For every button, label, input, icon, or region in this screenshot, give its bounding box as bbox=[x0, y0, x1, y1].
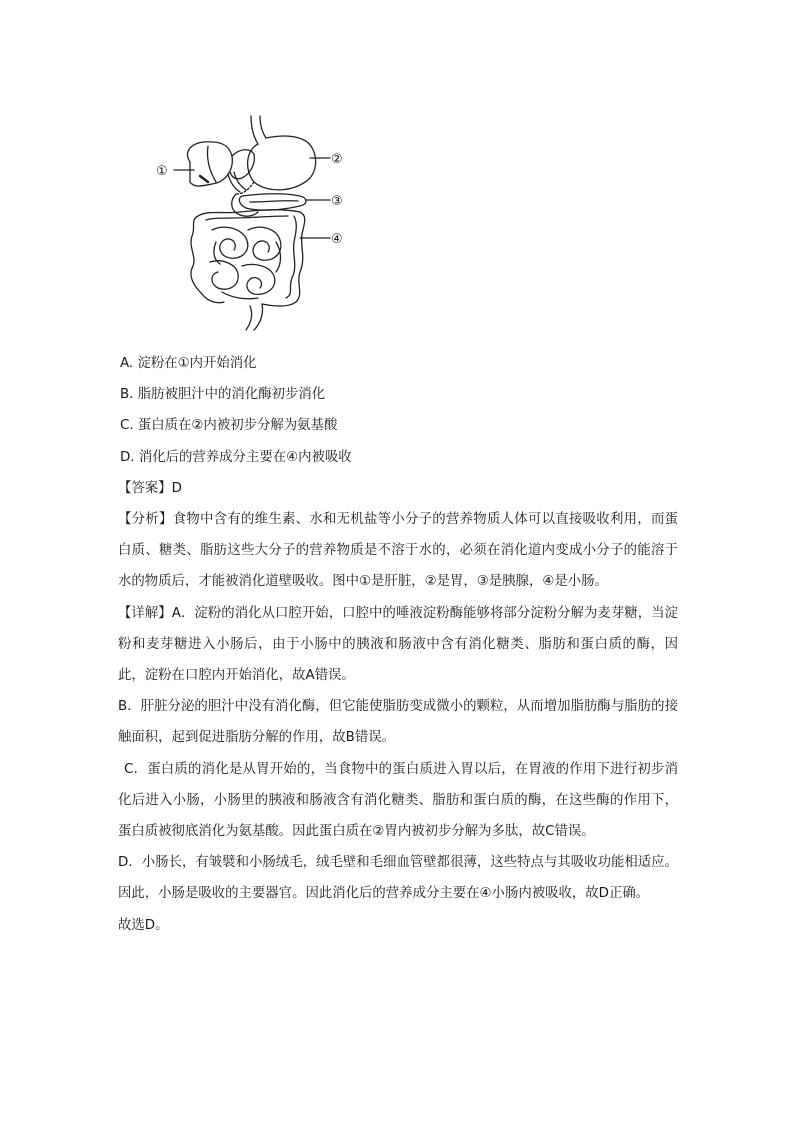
detail-a-text: A．淀粉的消化从口腔开始，口腔中的唾液淀粉酶能够将部分淀粉分解为麦芽糖，当淀粉和麦芽糖进入小肠后，由于小肠中的胰液和肠液中含有消化糖类、脂肪和蛋白质的酶，因此，淀粉在口腔内开始消化，故A错误。 bbox=[118, 605, 678, 684]
label-1: ① bbox=[156, 164, 168, 179]
digestive-system-figure bbox=[150, 112, 350, 334]
question-content bbox=[118, 348, 678, 941]
detail-paragraph-c: C．蛋白质的消化是从胃开始的，当食物中的蛋白质进入胃以后，在胃液的作用下进行初步消化后进入小肠，小肠里的胰液和肠液含有消化糖类、脂肪和蛋白质的酶，在这些酶的作用下，蛋白质被彻底消化为氨基酸。因此蛋白质在②胃内被初步分解为多肽，故C错误。 bbox=[118, 761, 678, 840]
digestive-system-diagram bbox=[150, 112, 350, 334]
option-d: D. 消化后的营养成分主要在④内被吸收 bbox=[120, 449, 352, 465]
option-a: A. 淀粉在①内开始消化 bbox=[120, 356, 257, 371]
label-3: ③ bbox=[331, 194, 343, 209]
analysis-tag: 【分析】 bbox=[118, 512, 173, 528]
detail-paragraph-d: D．小肠长，有皱襞和小肠绒毛，绒毛壁和毛细血管壁都很薄，这些特点与其吸收功能相适应。因此，小肠是吸收的主要器官。因此消化后的营养成分主要在④小肠内被吸收，故D正确。 bbox=[118, 855, 678, 902]
detail-paragraph-a bbox=[118, 598, 678, 692]
detail-tag: 【详解】 bbox=[118, 605, 172, 621]
analysis-text: 食物中含有的维生素、水和无机盐等小分子的营养物质人体可以直接吸收利用，而蛋白质、糖类、脂肪这些大分子的营养物质是不溶于水的，必须在消化道内变成小分子的能溶于水的物质后，才能被消化道壁吸收。图中①是肝脏，②是胃，③是胰腺，④是小肠。 bbox=[118, 512, 679, 590]
option-c: C. 蛋白质在②内被初步分解为氨基酸 bbox=[120, 418, 338, 434]
analysis-paragraph bbox=[118, 504, 678, 598]
answer-tag: 【答案】 bbox=[118, 480, 172, 496]
label-4: ④ bbox=[331, 232, 343, 247]
detail-paragraph-b: B．肝脏分泌的胆汁中没有消化酶，但它能使脂肪变成微小的颗粒，从而增加脂肪酶与脂肪的接触面积，起到促进脂肪分解的作用，故B错误。 bbox=[118, 699, 678, 746]
answer-value: D bbox=[171, 480, 182, 496]
conclusion-line: 故选D。 bbox=[118, 917, 169, 933]
label-2: ② bbox=[331, 152, 343, 167]
answer-line bbox=[118, 473, 678, 504]
option-b: B. 脂肪被胆汁中的消化酶初步消化 bbox=[120, 387, 326, 403]
